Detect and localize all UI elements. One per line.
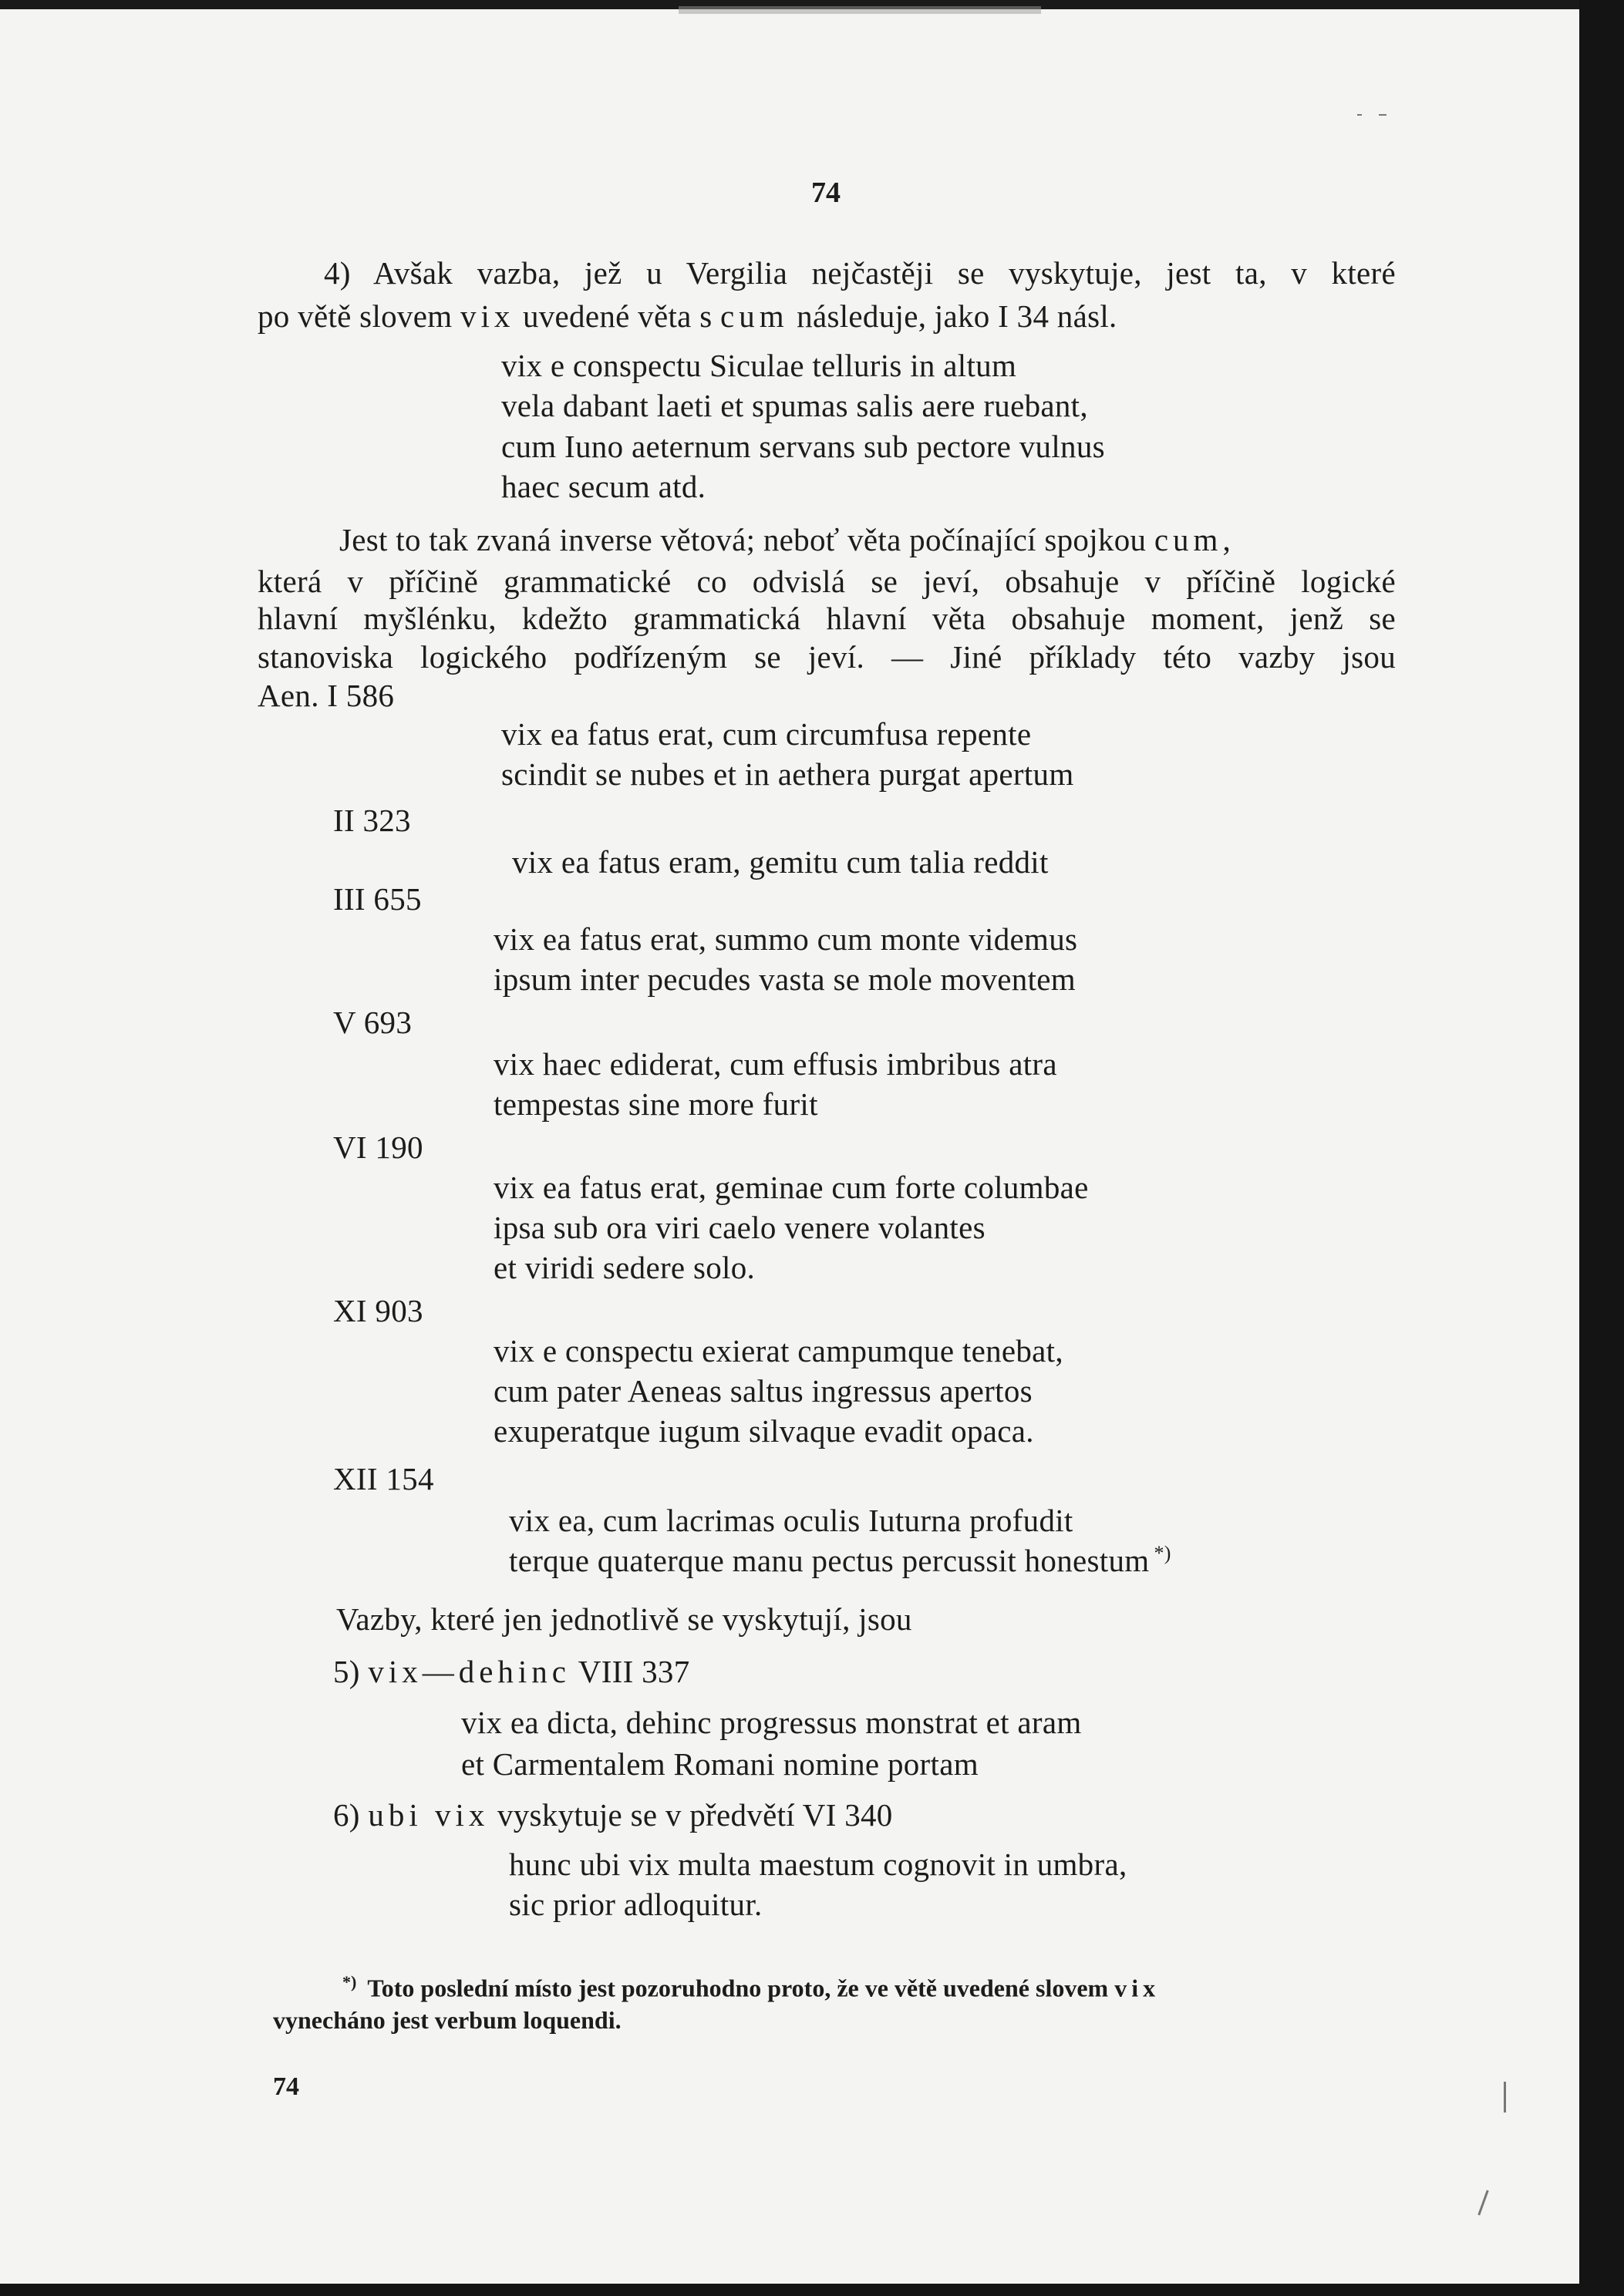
- example-ref: V 693: [333, 1005, 413, 1040]
- quote-line: haec secum atd.: [501, 469, 706, 504]
- para4-line2: po větě slovem vix uvedené věta s cum následuje, jako I 34 násl.: [258, 298, 1117, 334]
- example-line: vix haec ediderat, cum effusis imbribus atra: [494, 1046, 1057, 1082]
- example-line: vix ea, cum lacrimas oculis Iuturna profudit: [509, 1503, 1073, 1538]
- example-line: vix ea fatus eram, gemitu cum talia reddit: [512, 844, 1049, 880]
- example-ref: III 655: [333, 881, 422, 917]
- item6-line: sic prior adloquitur.: [509, 1887, 763, 1922]
- quote-line: vix e conspectu Siculae telluris in altum: [501, 348, 1017, 383]
- inverse-line: která v příčině grammatické co odvislá se jeví, obsahuje v příčině logické: [258, 564, 1396, 599]
- inverse-line1: Jest to tak zvaná inverse větová; neboť věta počínající spojkou cum,: [339, 522, 1231, 557]
- item5-line: et Carmentalem Romani nomine portam: [461, 1746, 979, 1782]
- example-line: vix ea fatus erat, summo cum monte videmus: [494, 921, 1078, 957]
- scan-speck: [1357, 114, 1362, 116]
- scan-border-bottom: [0, 2284, 1624, 2296]
- example-ref: XII 154: [333, 1461, 434, 1496]
- scan-smudge: [679, 6, 1041, 14]
- scan-speck: [1504, 2082, 1506, 2113]
- inverse-line: hlavní myšlénku, kdežto grammatická hlavní věta obsahuje moment, jenž se: [258, 601, 1396, 636]
- item6-heading: 6) ubi vix vyskytuje se v předvětí VI 340: [333, 1797, 893, 1833]
- item5-heading: 5) vix—dehinc VIII 337: [333, 1654, 690, 1689]
- example-line: terque quaterque manu pectus percussit honestum *): [509, 1542, 1171, 1578]
- example-line: vix ea fatus erat, geminae cum forte columbae: [494, 1170, 1089, 1205]
- page-number-top: 74: [811, 177, 841, 209]
- quote-line: cum Iuno aeternum servans sub pectore vulnus: [501, 429, 1105, 464]
- example-line: exuperatque iugum silvaque evadit opaca.: [494, 1413, 1034, 1449]
- item6-line: hunc ubi vix multa maestum cognovit in umbra,: [509, 1847, 1127, 1882]
- example-line: scindit se nubes et in aethera purgat apertum: [501, 756, 1074, 792]
- footnote-line2: vynecháno jest verbum loquendi.: [273, 2006, 622, 2034]
- inverse-last: Aen. I 586: [258, 678, 395, 713]
- example-line: et viridi sedere solo.: [494, 1250, 756, 1285]
- inverse-line: stanoviska logického podřízeným se jeví. — Jiné příklady této vazby jsou: [258, 639, 1396, 675]
- page-number-bottom: 74: [273, 2072, 299, 2101]
- scan-speck: [1379, 114, 1386, 116]
- para4-line1: 4) Avšak vazba, jež u Vergilia nejčastěji se vyskytuje, jest ta, v které: [324, 255, 1396, 291]
- example-line: ipsa sub ora viri caelo venere volantes: [494, 1210, 986, 1245]
- example-line: vix ea fatus erat, cum circumfusa repente: [501, 716, 1032, 752]
- example-ref: VI 190: [333, 1129, 423, 1165]
- example-line: ipsum inter pecudes vasta se mole moventem: [494, 961, 1076, 997]
- scan-border-right: [1579, 0, 1624, 2296]
- example-line: vix e conspectu exierat campumque tenebat,: [494, 1333, 1063, 1369]
- quote-line: vela dabant laeti et spumas salis aere ruebant,: [501, 388, 1088, 423]
- vazby-intro: Vazby, které jen jednotlivě se vyskytují, jsou: [336, 1601, 912, 1637]
- item5-line: vix ea dicta, dehinc progressus monstrat et aram: [461, 1705, 1082, 1740]
- example-line: cum pater Aeneas saltus ingressus apertos: [494, 1373, 1033, 1409]
- footnote-ref-mark: *): [1154, 1542, 1171, 1565]
- example-ref: XI 903: [333, 1293, 423, 1328]
- example-line: tempestas sine more furit: [494, 1086, 818, 1122]
- example-ref: II 323: [333, 803, 411, 838]
- footnote-line1: *) Toto poslední místo jest pozoruhodno proto, že ve větě uvedené slovem vix: [342, 1972, 1161, 2002]
